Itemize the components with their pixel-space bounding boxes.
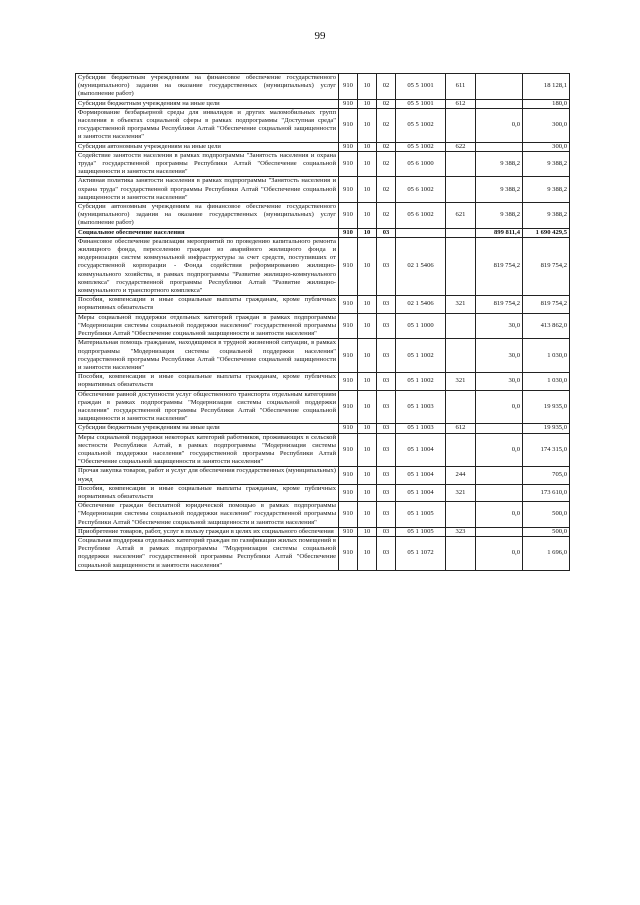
subsection-code-cell: 03 — [377, 502, 396, 528]
section-code-cell: 10 — [358, 339, 377, 373]
subsection-code-cell: 03 — [377, 484, 396, 501]
subsection-code-cell: 03 — [377, 424, 396, 433]
table-row — [76, 151, 570, 177]
amount-1-cell: 0,0 — [476, 390, 523, 424]
admin-code-cell: 910 — [339, 142, 358, 151]
section-code-cell: 10 — [358, 313, 377, 339]
section-code-cell: 10 — [358, 203, 377, 229]
row-name: Прочая закупка товаров, работ и услуг для обеспечения государственных (муниципальных) нужд — [76, 467, 339, 484]
row-name: Меры социальной поддержки отдельных категорий граждан в рамках подпрограммы "Модернизация системы социальной поддержки населения" государственной программы Республики Алтай "Обеспечение социальной защищенности и занятости населения" — [76, 313, 339, 339]
expense-type-cell: 321 — [446, 296, 476, 313]
amount-1-cell: 0,0 — [476, 433, 523, 467]
section-code-cell: 10 — [358, 151, 377, 177]
row-name: Субсидии автономным учреждениям на иные цели — [76, 142, 339, 151]
row-name: Субсидии бюджетным учреждениям на иные цели — [76, 424, 339, 433]
subsection-code-cell: 03 — [377, 313, 396, 339]
row-name: Содействие занятости населения в рамках подпрограммы "Занятость населения и охрана труда" государственной программы Республики Алтай "Обеспечение социальной защищенности и занятости населения" — [76, 151, 339, 177]
amount-2-cell: 1 030,0 — [523, 373, 570, 390]
target-article-cell: 05 1 1005 — [396, 502, 446, 528]
subsection-code-cell: 02 — [377, 203, 396, 229]
expense-type-cell: 612 — [446, 99, 476, 108]
target-article-cell: 05 1 1003 — [396, 390, 446, 424]
amount-2-cell: 500,0 — [523, 527, 570, 536]
amount-1-cell: 819 754,2 — [476, 296, 523, 313]
subsection-code-cell: 03 — [377, 390, 396, 424]
expense-type-cell: 612 — [446, 424, 476, 433]
target-article-cell — [396, 228, 446, 237]
amount-2-cell: 180,0 — [523, 99, 570, 108]
expense-type-cell — [446, 502, 476, 528]
target-article-cell: 05 5 1002 — [396, 108, 446, 142]
admin-code-cell: 910 — [339, 99, 358, 108]
amount-2-cell: 1 690 429,5 — [523, 228, 570, 237]
target-article-cell: 05 1 1003 — [396, 424, 446, 433]
table-row — [76, 433, 570, 467]
admin-code-cell: 910 — [339, 424, 358, 433]
admin-code-cell: 910 — [339, 390, 358, 424]
target-article-cell: 05 5 1001 — [396, 74, 446, 100]
target-article-cell: 05 6 1000 — [396, 151, 446, 177]
amount-1-cell: 9 388,2 — [476, 177, 523, 203]
subsection-code-cell: 03 — [377, 237, 396, 295]
amount-1-cell: 9 388,2 — [476, 151, 523, 177]
expense-type-cell — [446, 339, 476, 373]
amount-1-cell: 819 754,2 — [476, 237, 523, 295]
expense-type-cell: 321 — [446, 484, 476, 501]
row-name: Пособия, компенсации и иные социальные выплаты гражданам, кроме публичных нормативных обязательств — [76, 484, 339, 501]
table-row — [76, 177, 570, 203]
section-code-cell: 10 — [358, 142, 377, 151]
expense-type-cell: 244 — [446, 467, 476, 484]
subsection-code-cell: 03 — [377, 296, 396, 313]
admin-code-cell: 910 — [339, 467, 358, 484]
table-row — [76, 313, 570, 339]
amount-1-cell — [476, 527, 523, 536]
table-row — [76, 536, 570, 570]
table-row — [76, 228, 570, 237]
amount-2-cell: 174 315,0 — [523, 433, 570, 467]
section-code-cell: 10 — [358, 373, 377, 390]
target-article-cell: 05 6 1002 — [396, 203, 446, 229]
subsection-code-cell: 03 — [377, 228, 396, 237]
row-name: Приобретение товаров, работ, услуг в пользу граждан в целях их социального обеспечения — [76, 527, 339, 536]
section-code-cell: 10 — [358, 536, 377, 570]
target-article-cell: 05 1 1005 — [396, 527, 446, 536]
row-name: Активная политика занятости населения в рамках подпрограммы "Занятость населения и охрана труда" государственной программы Республики Алтай "Обеспечение социальной защищенности и занятости населения" — [76, 177, 339, 203]
subsection-code-cell: 03 — [377, 339, 396, 373]
expense-type-cell: 323 — [446, 527, 476, 536]
admin-code-cell: 910 — [339, 373, 358, 390]
amount-1-cell: 30,0 — [476, 313, 523, 339]
table-row — [76, 142, 570, 151]
amount-1-cell: 899 811,4 — [476, 228, 523, 237]
amount-2-cell: 173 610,0 — [523, 484, 570, 501]
subsection-code-cell: 02 — [377, 142, 396, 151]
subsection-code-cell: 03 — [377, 433, 396, 467]
table-row — [76, 527, 570, 536]
target-article-cell: 05 1 1002 — [396, 373, 446, 390]
row-name: Материальная помощь гражданам, находящимся в трудной жизненной ситуации, в рамках подпрограммы "Модернизация системы социальной поддержки населения" государственной программы Республики Алтай "Обеспечение социальной защищенности и занятости населения" — [76, 339, 339, 373]
row-name: Социальное обеспечение населения — [76, 228, 339, 237]
section-code-cell: 10 — [358, 484, 377, 501]
amount-2-cell: 9 388,2 — [523, 177, 570, 203]
section-code-cell: 10 — [358, 74, 377, 100]
admin-code-cell: 910 — [339, 527, 358, 536]
amount-1-cell — [476, 484, 523, 501]
row-name: Субсидии автономным учреждениям на финансовое обеспечение государственного (муниципального) задания на оказание государственных (муниципальных) услуг (выполнение работ) — [76, 203, 339, 229]
table-row — [76, 296, 570, 313]
admin-code-cell: 910 — [339, 177, 358, 203]
table-row — [76, 237, 570, 295]
table-row — [76, 203, 570, 229]
amount-2-cell: 300,0 — [523, 108, 570, 142]
amount-1-cell: 30,0 — [476, 339, 523, 373]
table-row — [76, 339, 570, 373]
admin-code-cell: 910 — [339, 151, 358, 177]
amount-1-cell: 9 388,2 — [476, 203, 523, 229]
row-name: Субсидии бюджетным учреждениям на иные цели — [76, 99, 339, 108]
amount-1-cell — [476, 74, 523, 100]
expense-type-cell — [446, 313, 476, 339]
expense-type-cell: 321 — [446, 373, 476, 390]
amount-2-cell: 500,0 — [523, 502, 570, 528]
section-code-cell: 10 — [358, 433, 377, 467]
admin-code-cell: 910 — [339, 74, 358, 100]
table-row — [76, 373, 570, 390]
expense-type-cell — [446, 390, 476, 424]
table-row — [76, 502, 570, 528]
table-row — [76, 108, 570, 142]
section-code-cell: 10 — [358, 296, 377, 313]
section-code-cell: 10 — [358, 502, 377, 528]
amount-2-cell: 819 754,2 — [523, 237, 570, 295]
row-name: Пособия, компенсации и иные социальные выплаты гражданам, кроме публичных нормативных обязательств — [76, 373, 339, 390]
admin-code-cell: 910 — [339, 484, 358, 501]
amount-2-cell: 1 696,0 — [523, 536, 570, 570]
subsection-code-cell: 03 — [377, 527, 396, 536]
admin-code-cell: 910 — [339, 433, 358, 467]
expense-type-cell — [446, 177, 476, 203]
admin-code-cell: 910 — [339, 108, 358, 142]
page-number: 99 — [314, 30, 326, 42]
table-row — [76, 99, 570, 108]
expense-type-cell — [446, 433, 476, 467]
amount-2-cell: 18 128,1 — [523, 74, 570, 100]
subsection-code-cell: 03 — [377, 536, 396, 570]
amount-2-cell: 705,0 — [523, 467, 570, 484]
section-code-cell: 10 — [358, 237, 377, 295]
target-article-cell: 02 1 5406 — [396, 296, 446, 313]
budget-table — [75, 73, 570, 571]
section-code-cell: 10 — [358, 390, 377, 424]
target-article-cell: 05 1 1004 — [396, 433, 446, 467]
target-article-cell: 05 6 1002 — [396, 177, 446, 203]
subsection-code-cell: 02 — [377, 108, 396, 142]
table-row — [76, 424, 570, 433]
expense-type-cell — [446, 536, 476, 570]
amount-1-cell: 0,0 — [476, 502, 523, 528]
admin-code-cell: 910 — [339, 296, 358, 313]
expense-type-cell: 611 — [446, 74, 476, 100]
amount-2-cell: 300,0 — [523, 142, 570, 151]
row-name: Обеспечение равной доступности услуг общественного транспорта отдельным категориям граждан в рамках подпрограммы "Модернизация системы социальной поддержки населения" государственной программы Республики Алтай "Обеспечение социальной защищенности и занятости населения" — [76, 390, 339, 424]
row-name: Пособия, компенсации и иные социальные выплаты гражданам, кроме публичных нормативных обязательств — [76, 296, 339, 313]
target-article-cell: 05 5 1001 — [396, 99, 446, 108]
amount-2-cell: 1 030,0 — [523, 339, 570, 373]
amount-2-cell: 19 935,0 — [523, 390, 570, 424]
subsection-code-cell: 03 — [377, 373, 396, 390]
row-name: Финансовое обеспечение реализации мероприятий по проведению капитального ремонта жилищного фонда, переселению граждан из аварийного жилищного фонда и модернизации систем коммунальной инфраструктуры за счет средств, поступивших от государственной корпорации - Фонда содействия реформированию жилищно-коммунального хозяйства, в рамках подпрограммы "Развитие жилищно-коммунального комплекса" государственной программы Республики Алтай "Развитие жилищно-коммунального и транспортного комплекса" — [76, 237, 339, 295]
amount-1-cell — [476, 99, 523, 108]
target-article-cell: 05 5 1002 — [396, 142, 446, 151]
target-article-cell: 05 1 1000 — [396, 313, 446, 339]
amount-1-cell: 30,0 — [476, 373, 523, 390]
expense-type-cell — [446, 228, 476, 237]
section-code-cell: 10 — [358, 467, 377, 484]
row-name: Обеспечение граждан бесплатной юридической помощью в рамках подпрограммы "Модернизация системы социальной поддержки населения" государственной программы Республики Алтай "Обеспечение социальной защищенности и занятости населения" — [76, 502, 339, 528]
row-name: Меры социальной поддержки некоторых категорий работников, проживающих в сельской местности Республики Алтай, в рамках подпрограммы "Модернизация системы социальной поддержки населения" государственной программы Республики Алтай "Обеспечение социальной защищенности и занятости населения" — [76, 433, 339, 467]
expense-type-cell — [446, 151, 476, 177]
admin-code-cell: 910 — [339, 203, 358, 229]
admin-code-cell: 910 — [339, 228, 358, 237]
admin-code-cell: 910 — [339, 536, 358, 570]
subsection-code-cell: 02 — [377, 177, 396, 203]
expense-type-cell: 621 — [446, 203, 476, 229]
expense-type-cell: 622 — [446, 142, 476, 151]
subsection-code-cell: 03 — [377, 467, 396, 484]
expense-type-cell — [446, 108, 476, 142]
section-code-cell: 10 — [358, 177, 377, 203]
section-code-cell: 10 — [358, 99, 377, 108]
table-row — [76, 390, 570, 424]
subsection-code-cell: 02 — [377, 74, 396, 100]
amount-1-cell: 0,0 — [476, 108, 523, 142]
admin-code-cell: 910 — [339, 313, 358, 339]
target-article-cell: 05 1 1072 — [396, 536, 446, 570]
row-name: Формирование безбарьерной среды для инвалидов и других маломобильных групп населения в объектах социальной сферы в рамках подпрограммы "Доступная среда" государственной программы Республики Алтай "Обеспечение социальной защищенности и занятости населения" — [76, 108, 339, 142]
table-row — [76, 484, 570, 501]
subsection-code-cell: 02 — [377, 99, 396, 108]
row-name: Социальная поддержка отдельных категорий граждан по газификации жилых помещений в Республике Алтай в рамках подпрограммы "Модернизация системы социальной поддержки населения" государственной программы Республики Алтай "Обеспечение социальной защищенности и занятости населения" — [76, 536, 339, 570]
target-article-cell: 05 1 1004 — [396, 467, 446, 484]
section-code-cell: 10 — [358, 424, 377, 433]
target-article-cell: 02 1 5406 — [396, 237, 446, 295]
amount-1-cell — [476, 424, 523, 433]
expense-type-cell — [446, 237, 476, 295]
amount-2-cell: 9 388,2 — [523, 203, 570, 229]
target-article-cell: 05 1 1002 — [396, 339, 446, 373]
amount-1-cell — [476, 467, 523, 484]
amount-1-cell — [476, 142, 523, 151]
table-row — [76, 74, 570, 100]
amount-2-cell: 413 862,0 — [523, 313, 570, 339]
amount-2-cell: 19 935,0 — [523, 424, 570, 433]
admin-code-cell: 910 — [339, 237, 358, 295]
admin-code-cell: 910 — [339, 339, 358, 373]
subsection-code-cell: 02 — [377, 151, 396, 177]
section-code-cell: 10 — [358, 527, 377, 536]
amount-2-cell: 819 754,2 — [523, 296, 570, 313]
amount-1-cell: 0,0 — [476, 536, 523, 570]
amount-2-cell: 9 388,2 — [523, 151, 570, 177]
admin-code-cell: 910 — [339, 502, 358, 528]
section-code-cell: 10 — [358, 228, 377, 237]
table-row — [76, 467, 570, 484]
target-article-cell: 05 1 1004 — [396, 484, 446, 501]
row-name: Субсидии бюджетным учреждениям на финансовое обеспечение государственного (муниципального) задания на оказание государственных (муниципальных) услуг (выполнение работ) — [76, 74, 339, 100]
section-code-cell: 10 — [358, 108, 377, 142]
